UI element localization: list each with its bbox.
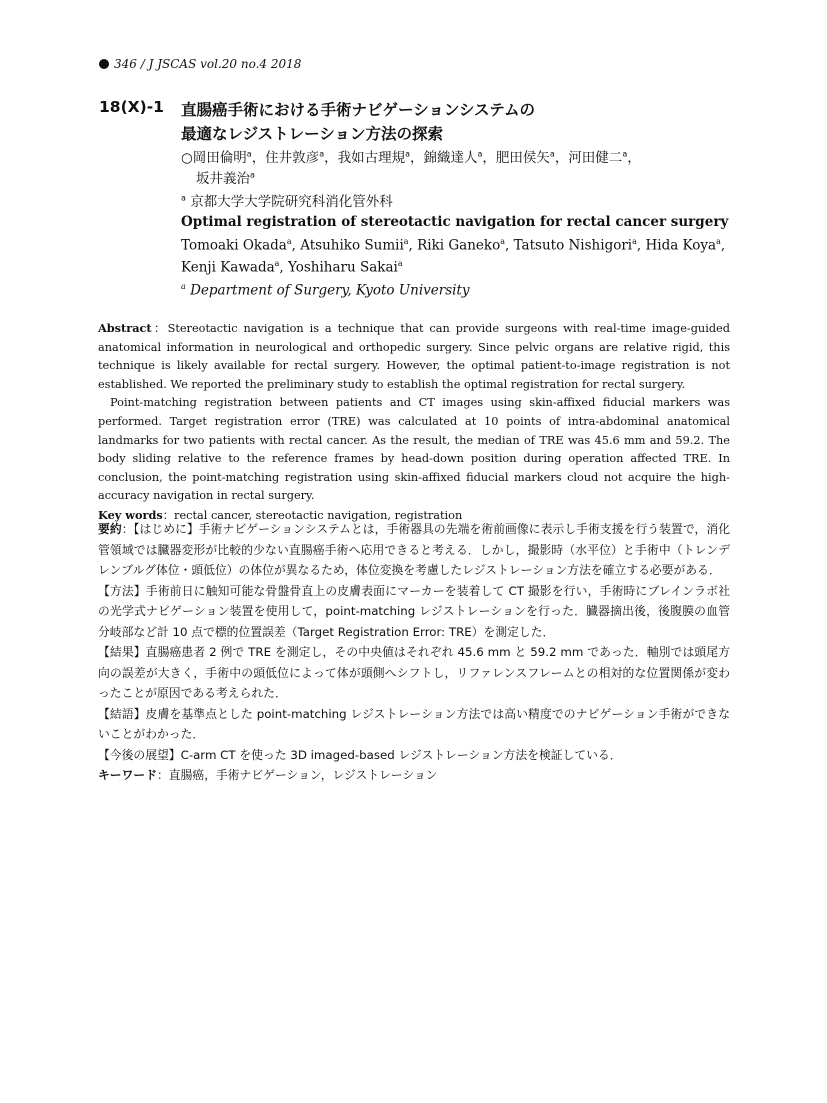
summary-results: 【結果】直腸癌患者 2 例で TRE を測定し，その中央値はそれぞれ 45.6 mm と 59.2 mm であった．軸別では頭尾方向の誤差が大きく，手術中の頭低位によって体が頭側へシフトし，リファレンスフレームとの相対的な位置関係が変わったことが原因である考えられた． [98, 645, 730, 700]
authors-en-line2: Kenji Kawada$^a$, Yoshiharu Sakai$^a$ [181, 259, 403, 276]
page-reference: 346 / J JSCAS vol.20 no.4 2018 [114, 57, 302, 71]
abstract-paragraph-2: Point-matching registration between patients and CT images using skin-affixed fiducial markers was performed. Target registration error (TRE) was calculated at 10 points of intra-abdominal anatomical landmarks for two patients with rectal cancer. As the result, the median of TRE was 45.6 mm and 59.2. The body sliding relative to the reference frames by head-down position during operation affected TRE. In conclusion, the point-matching registration using skin-affixed fiducial markers cloud not acquire the high-accuracy navigation in rectal surgery. [98, 396, 730, 503]
title-jp-line1: 直腸癌手術における手術ナビゲーションシステムの [181, 101, 535, 119]
summary-outlook: 【今後の展望】C-arm CT を使った 3D imaged-based レジストレーション方法を検証している． [98, 747, 622, 762]
abstract-en: Abstract：Stereotactic navigation is a technique that can provide surgeons with real-time image-guided anatomical information in neurological and orthopedic surgery. Since pelvic organs are relative rigid, this technique is likely available for rectal surgery. However, the optimal patient-to-image registration is not established. We reported the preliminary study to establish the optimal registration for rectal surgery. Point-matching registration between patients and CT images using skin-affixed fiducial markers was performed. Target registration error (TRE) was calculated at 10 points of intra-abdominal anatomical landmarks for two patients with rectal cancer. As the result, the median of TRE was 45.6 mm and 59.2. The body sliding relative to the reference frames by head-down position during operation affected TRE. In conclusion, the point-matching registration using skin-affixed fiducial markers cloud not acquire the high-accuracy navigation in rectal surgery. Key words：rectal cancer, stereotactic navigation, registration [98, 321, 730, 522]
paper-id: 18(X)-1 [99, 98, 164, 116]
bullet-icon [99, 59, 109, 69]
summary-jp [98, 519, 730, 786]
keywords-jp: ：直腸癌，手術ナビゲーション，レジストレーション [157, 768, 438, 782]
authors-jp-line2: 坂井義治$^a$ [196, 170, 255, 187]
keywords-label: Key words [98, 507, 163, 522]
summary-methods: 【方法】手術前日に触知可能な骨盤骨直上の皮膚表面にマーカーを装着して CT 撮影を行い，手術時にブレインラボ社の光学式ナビゲーション装置を使用して，point-matching レジストレーションを行った．臓器摘出後，後腹膜の血管分岐部など計 10 点で標的位置誤差（Target Registration Error: TRE）を測定した． [98, 583, 730, 639]
affiliation-jp: $^a$ 京都大学大学院研究科消化管外科 [181, 193, 393, 210]
running-header [99, 57, 301, 71]
authors-en-line1: Tomoaki Okada$^a$, Atsuhiko Sumii$^a$, Riki Ganeko$^a$, Tatsuto Nishigori$^a$, Hida Koya$^a$, [181, 237, 726, 254]
summary-label: 要約 [98, 522, 122, 536]
summary-conclusion: 【結語】皮膚を基準点とした point-matching レジストレーション方法では高い精度でのナビゲーション手術ができないことがわかった． [98, 706, 730, 741]
keywords-en: rectal cancer, stereotactic navigation, registration [174, 508, 463, 522]
keywords-jp-label: キーワード [98, 768, 157, 782]
title-en: Optimal registration of stereotactic navigation for rectal cancer surgery [181, 214, 729, 230]
abstract-paragraph-1: Stereotactic navigation is a technique that can provide surgeons with real-time image-guided anatomical information in neurological and orthopedic surgery. Since pelvic organs are relative rigid, this technique is likely available for rectal surgery. However, the optimal patient-to-image registration is not established. We reported the preliminary study to establish the optimal registration for rectal surgery. [98, 322, 730, 391]
title-jp-line2: 最適なレジストレーション方法の探索 [181, 125, 444, 143]
authors-jp-line1: ○岡田倫明$^a$，住井敦彦$^a$，我如古理規$^a$，錦織達人$^a$，肥田侯矢$^a$，河田健二$^a$， [181, 149, 641, 166]
abstract-label: Abstract [98, 321, 152, 335]
affiliation-en: $^a$ Department of Surgery, Kyoto University [181, 282, 470, 299]
summary-intro: ：【はじめに】手術ナビゲーションシステムとは，手術器具の先端を術前画像に表示し手術支援を行う装置で，消化管領域では臓器変形が比較的少ない直腸癌手術へ応用できると考える．しかし，撮影時（水平位）と手術中（トレンデレンブルグ体位・頭低位）の体位が異なるため，体位変換を考慮したレジストレーション方法を確立する必要がある． [98, 522, 730, 577]
